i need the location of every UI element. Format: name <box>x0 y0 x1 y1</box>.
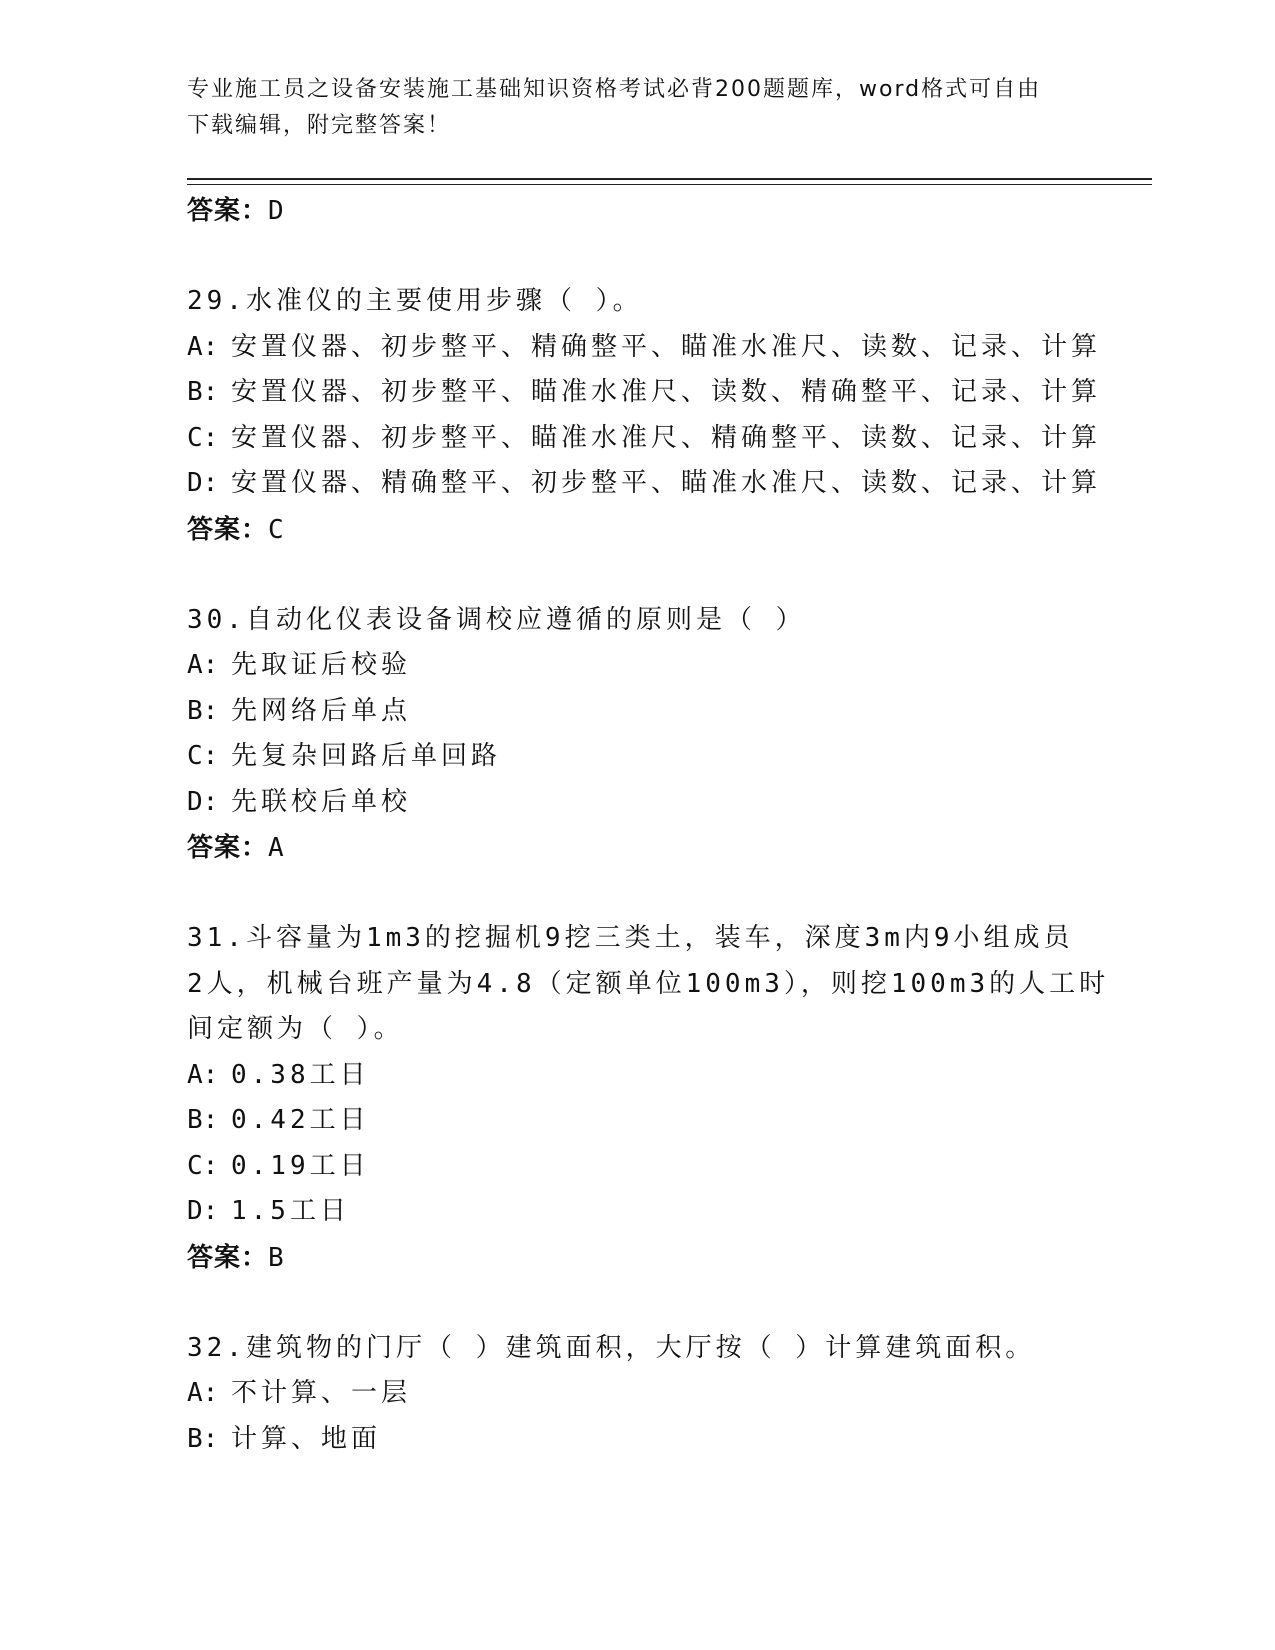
option-letter: C: <box>187 1150 219 1181</box>
option-b <box>187 689 1087 735</box>
option-letter: B: <box>187 1105 219 1135</box>
page-header <box>187 72 1067 144</box>
answer-label: 答案： <box>187 833 269 863</box>
spacer <box>187 553 1087 598</box>
option-text: 0.42工日 <box>231 1105 370 1135</box>
spacer <box>187 1281 1087 1326</box>
option-letter: A: <box>187 331 219 362</box>
option-letter: B: <box>187 1423 219 1454</box>
answer-line <box>187 507 1087 553</box>
option-letter: A: <box>187 1059 219 1090</box>
option-c <box>187 416 1102 462</box>
question-29 <box>187 279 1102 553</box>
header-rule-thin <box>187 184 1152 185</box>
option-text: 安置仪器、精确整平、初步整平、瞄准水准尺、读数、记录、计算 <box>231 468 1102 498</box>
option-b <box>187 1417 1087 1463</box>
answer-value: B <box>268 1242 285 1273</box>
option-text: 先联校后单校 <box>231 786 412 817</box>
option-b <box>187 1098 1087 1144</box>
answer-label: 答案： <box>187 514 269 545</box>
option-d <box>187 461 1102 507</box>
option-c <box>187 1144 1087 1190</box>
option-letter: D: <box>187 786 219 817</box>
option-letter: C: <box>187 741 219 771</box>
option-b <box>187 370 1102 416</box>
option-d <box>187 780 1087 826</box>
option-d <box>187 1189 1087 1235</box>
answer-line <box>187 188 1087 234</box>
question-31 <box>187 916 1110 1281</box>
option-text: 先网络后单点 <box>231 695 412 726</box>
question-stem: 30.自动化仪表设备调校应遵循的原则是（ ） <box>187 604 806 635</box>
question-stem-line-1: 31.斗容量为1m3的挖掘机9挖三类土，装车，深度3m内9小组成员 <box>187 923 1074 953</box>
option-letter: D: <box>187 1196 219 1226</box>
option-letter: C: <box>187 422 219 453</box>
answer-value: C <box>268 514 285 545</box>
option-text: 先复杂回路后单回路 <box>231 741 502 771</box>
question-stem: 29.水准仪的主要使用步骤（ ）。 <box>187 286 643 316</box>
question-stem: 32.建筑物的门厅（ ）建筑面积，大厅按（ ）计算建筑面积。 <box>187 1332 1036 1363</box>
option-text: 安置仪器、初步整平、精确整平、瞄准水准尺、读数、记录、计算 <box>231 331 1102 362</box>
option-c <box>187 734 1087 780</box>
option-letter: B: <box>187 695 219 726</box>
option-text: 先取证后校验 <box>231 650 412 680</box>
option-text: 安置仪器、初步整平、瞄准水准尺、读数、精确整平、记录、计算 <box>231 377 1102 407</box>
question-stem-line-3: 间定额为（ ）。 <box>187 1014 404 1044</box>
option-letter: A: <box>187 1378 219 1408</box>
option-a <box>187 1371 1087 1417</box>
header-rule-thick <box>187 178 1152 180</box>
answer-value: A <box>268 833 285 863</box>
option-letter: B: <box>187 377 219 407</box>
header-line-1: 专业施工员之设备安装施工基础知识资格考试必背200题题库，word格式可自由 <box>187 77 1042 102</box>
option-text: 0.38工日 <box>231 1059 370 1090</box>
option-text: 安置仪器、初步整平、瞄准水准尺、精确整平、读数、记录、计算 <box>231 422 1102 453</box>
option-letter: D: <box>187 468 219 498</box>
question-32 <box>187 1326 1087 1463</box>
option-a <box>187 1053 1087 1099</box>
answer-label: 答案： <box>187 1242 269 1273</box>
option-text: 计算、地面 <box>231 1423 382 1454</box>
option-letter: A: <box>187 650 219 680</box>
option-a <box>187 325 1102 371</box>
option-text: 1.5工日 <box>231 1196 350 1226</box>
question-stem-line-2: 2人，机械台班产量为4.8（定额单位100m3），则挖100m3的人工时 <box>187 968 1110 999</box>
answer-line <box>187 1235 1087 1281</box>
header-line-2: 下载编辑，附完整答案！ <box>187 113 452 138</box>
option-text: 不计算、一层 <box>231 1378 412 1408</box>
spacer <box>187 234 1087 279</box>
spacer <box>187 871 1087 916</box>
answer-label: 答案： <box>187 196 269 226</box>
option-text: 0.19工日 <box>231 1150 370 1181</box>
question-30 <box>187 598 1087 872</box>
answer-value: D <box>268 196 285 226</box>
answer-line <box>187 825 1087 871</box>
option-a <box>187 643 1087 689</box>
question-list <box>187 188 1110 1462</box>
